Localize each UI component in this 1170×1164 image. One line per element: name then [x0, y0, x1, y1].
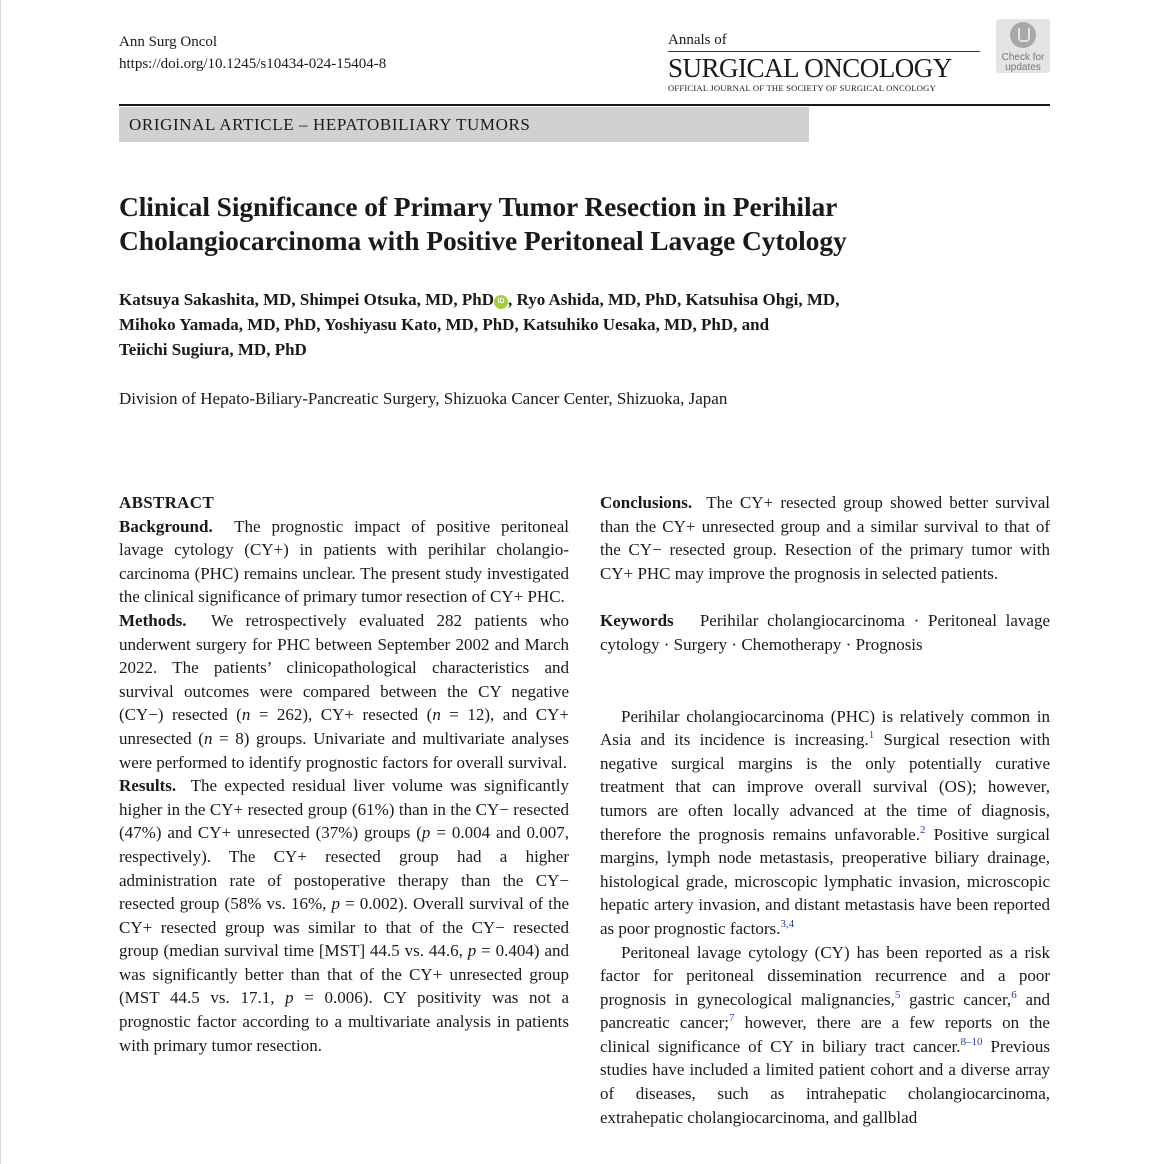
body-text: gastric cancer, — [900, 989, 1012, 1009]
journal-abbrev: Ann Surg Oncol — [119, 34, 218, 50]
citation-link[interactable]: 8–10 — [960, 1035, 983, 1048]
author-list — [119, 287, 1019, 362]
p-symbol: p — [331, 894, 340, 914]
journal-logo — [668, 30, 980, 93]
citation-link[interactable]: 5 — [894, 988, 901, 1001]
orcid-icon[interactable]: iD — [494, 295, 508, 309]
results-text: = 0.404) and was significantly better than that of the CY+ unresected group (MST 44.5 vs. 17.1, — [119, 941, 569, 1008]
logo-annals: Annals of — [668, 32, 727, 48]
logo-subtitle: OFFICIAL JOURNAL OF THE SOCIETY OF SURGICAL ONCOLOGY — [668, 83, 936, 93]
abstract-conclusions — [600, 491, 1050, 585]
abstract-results — [119, 774, 569, 1057]
bookmark-icon — [1010, 22, 1036, 48]
check-updates-label-1: Check for — [1001, 52, 1045, 63]
methods-text: = 12), and CY+ unresected ( — [119, 705, 569, 748]
abstract-column — [119, 491, 569, 1057]
body-text: Previous studies have included a limited patient cohort and a diverse array of diseases, such as intrahepatic cholangiocarcinoma, extrahepatic cholangiocarcinoma, and gallblad — [600, 1036, 1050, 1127]
background-text: The prognostic impact of positive peritoneal lavage cytology (CY+) in patients with perihilar cholangiocarcinoma (PHC) remains unclear. The present study investigated the clinical significance of primary tumor resection of CY+ PHC. — [119, 516, 569, 607]
article-type-banner: ORIGINAL ARTICLE – HEPATOBILIARY TUMORS — [119, 107, 809, 142]
results-text: = 0.002). Overall survival of the CY+ resected group was similar to that of the CY− resected group (median survival time [MST] 44.5 vs. 44.6, — [119, 894, 570, 961]
results-label: Results. — [119, 776, 177, 796]
p-symbol: p — [421, 823, 431, 843]
article-title: Clinical Significance of Primary Tumor Resection in Perihilar Cholangiocarcinoma with Positive Peritoneal Lavage Cytology — [119, 191, 847, 256]
results-text: = 0.006). CY positivity was not a prognostic factor according to a multivariate analysis in patients with primary tumor resection. — [119, 988, 569, 1055]
check-for-updates-button[interactable] — [996, 19, 1050, 73]
results-text: = 0.004 and 0.007, respectively). The CY+ resected group had a higher administration rate of postoperative therapy than the CY− resected group (58% vs. 16%, — [119, 823, 569, 914]
body-text: however, there are a few reports on the clinical significance of CY in biliary tract cancer. — [600, 1013, 1050, 1056]
abstract-heading: ABSTRACT — [119, 493, 214, 512]
methods-text: = 262), CY+ resected ( — [250, 705, 433, 725]
methods-label: Methods. — [119, 610, 187, 630]
conclusions-text: The CY+ resected group showed better survival than the CY+ unresected group and a similar survival to that of the CY− resected group. Resection of the primary tumor with CY+ PHC may improve the prognosis in selected patients. — [600, 493, 1050, 583]
citation-link[interactable]: 7 — [728, 1012, 735, 1025]
authors-line-1b: , Ryo Ashida, MD, PhD, Katsuhisa Ohgi, MD, — [508, 290, 840, 309]
body-paragraph-1 — [600, 705, 1050, 941]
citation-link[interactable]: 1 — [868, 729, 875, 742]
body-text: Perihilar cholangiocarcinoma (PHC) is relatively common in Asia and its incidence is increasing. — [600, 706, 1050, 750]
n-symbol: n — [241, 705, 251, 725]
header-rule — [119, 104, 1050, 106]
citation-link[interactable]: 6 — [1011, 988, 1017, 1001]
background-label: Background. — [119, 516, 213, 536]
p-symbol: p — [467, 941, 477, 961]
check-updates-label-2: updates — [1005, 62, 1041, 73]
keywords-text: Perihilar cholangiocarcinoma · Peritoneal lavage cytology · Surgery · Chemotherapy · Prognosis — [600, 611, 1050, 654]
body-text: Surgical resection with negative surgical margins is the only potentially curative treatment that can improve overall survival (OS); however, tumors are often locally advanced at the time of diagnosis, therefore the prognosis remains unfavorable. — [600, 730, 1050, 844]
body-paragraph-2 — [600, 941, 1050, 1130]
p-symbol: p — [285, 988, 294, 1008]
keywords — [600, 609, 1050, 656]
abstract-background — [119, 515, 569, 609]
conclusions-label: Conclusions. — [600, 493, 693, 512]
methods-text: = 8) groups. Univariate and multivariate analyses were performed to identify prognostic factors for overall survival. — [119, 728, 569, 772]
page-edge — [0, 0, 1, 1164]
right-column — [600, 491, 1050, 1129]
body-text: Peritoneal lavage cytology (CY) has been reported as a risk factor for peritoneal dissemination recurrence and a poor prognosis in gynecological malignancies, — [600, 942, 1050, 1009]
methods-text: We retrospectively evaluated 282 patients who underwent surgery for PHC between September 2002 and March 2022. The patients’ clinicopathological characteristics and survival outcomes were compared between the CY negative (CY−) resected ( — [119, 610, 569, 725]
doi-link[interactable]: https://doi.org/10.1245/s10434-024-15404-8 — [119, 56, 387, 72]
authors-line-2: Mihoko Yamada, MD, PhD, Yoshiyasu Kato, MD, PhD, Katsuhiko Uesaka, MD, PhD, and — [119, 315, 770, 334]
authors-line-1a: Katsuya Sakashita, MD, Shimpei Otsuka, MD, PhD — [119, 290, 495, 309]
logo-rule — [668, 51, 980, 52]
citation-link[interactable]: 3,4 — [780, 917, 795, 930]
affiliation: Division of Hepato-Biliary-Pancreatic Surgery, Shizuoka Cancer Center, Shizuoka, Japan — [119, 389, 728, 408]
body-text: Positive surgical margins, lymph node metastasis, preoperative biliary drainage, histological grade, microscopic lymphatic invasion, microscopic hepatic artery invasion, and distant metastasis have been reported as poor prognostic factors. — [600, 824, 1050, 938]
body-text: and pancreatic cancer; — [600, 989, 1050, 1033]
journal-meta — [119, 31, 386, 75]
results-text: The expected residual liver volume was significantly higher in the CY+ resected group (61%) than in the CY− resected (47%) and CY+ unresected (37%) groups ( — [119, 776, 569, 843]
logo-main: SURGICAL ONCOLOGY — [668, 53, 952, 83]
abstract-methods — [119, 609, 569, 774]
authors-line-3: Teiichi Sugiura, MD, PhD — [119, 340, 307, 359]
citation-link[interactable]: 2 — [919, 823, 926, 836]
n-symbol: n — [203, 728, 213, 748]
n-symbol: n — [432, 705, 441, 725]
keywords-label: Keywords — [600, 611, 674, 631]
